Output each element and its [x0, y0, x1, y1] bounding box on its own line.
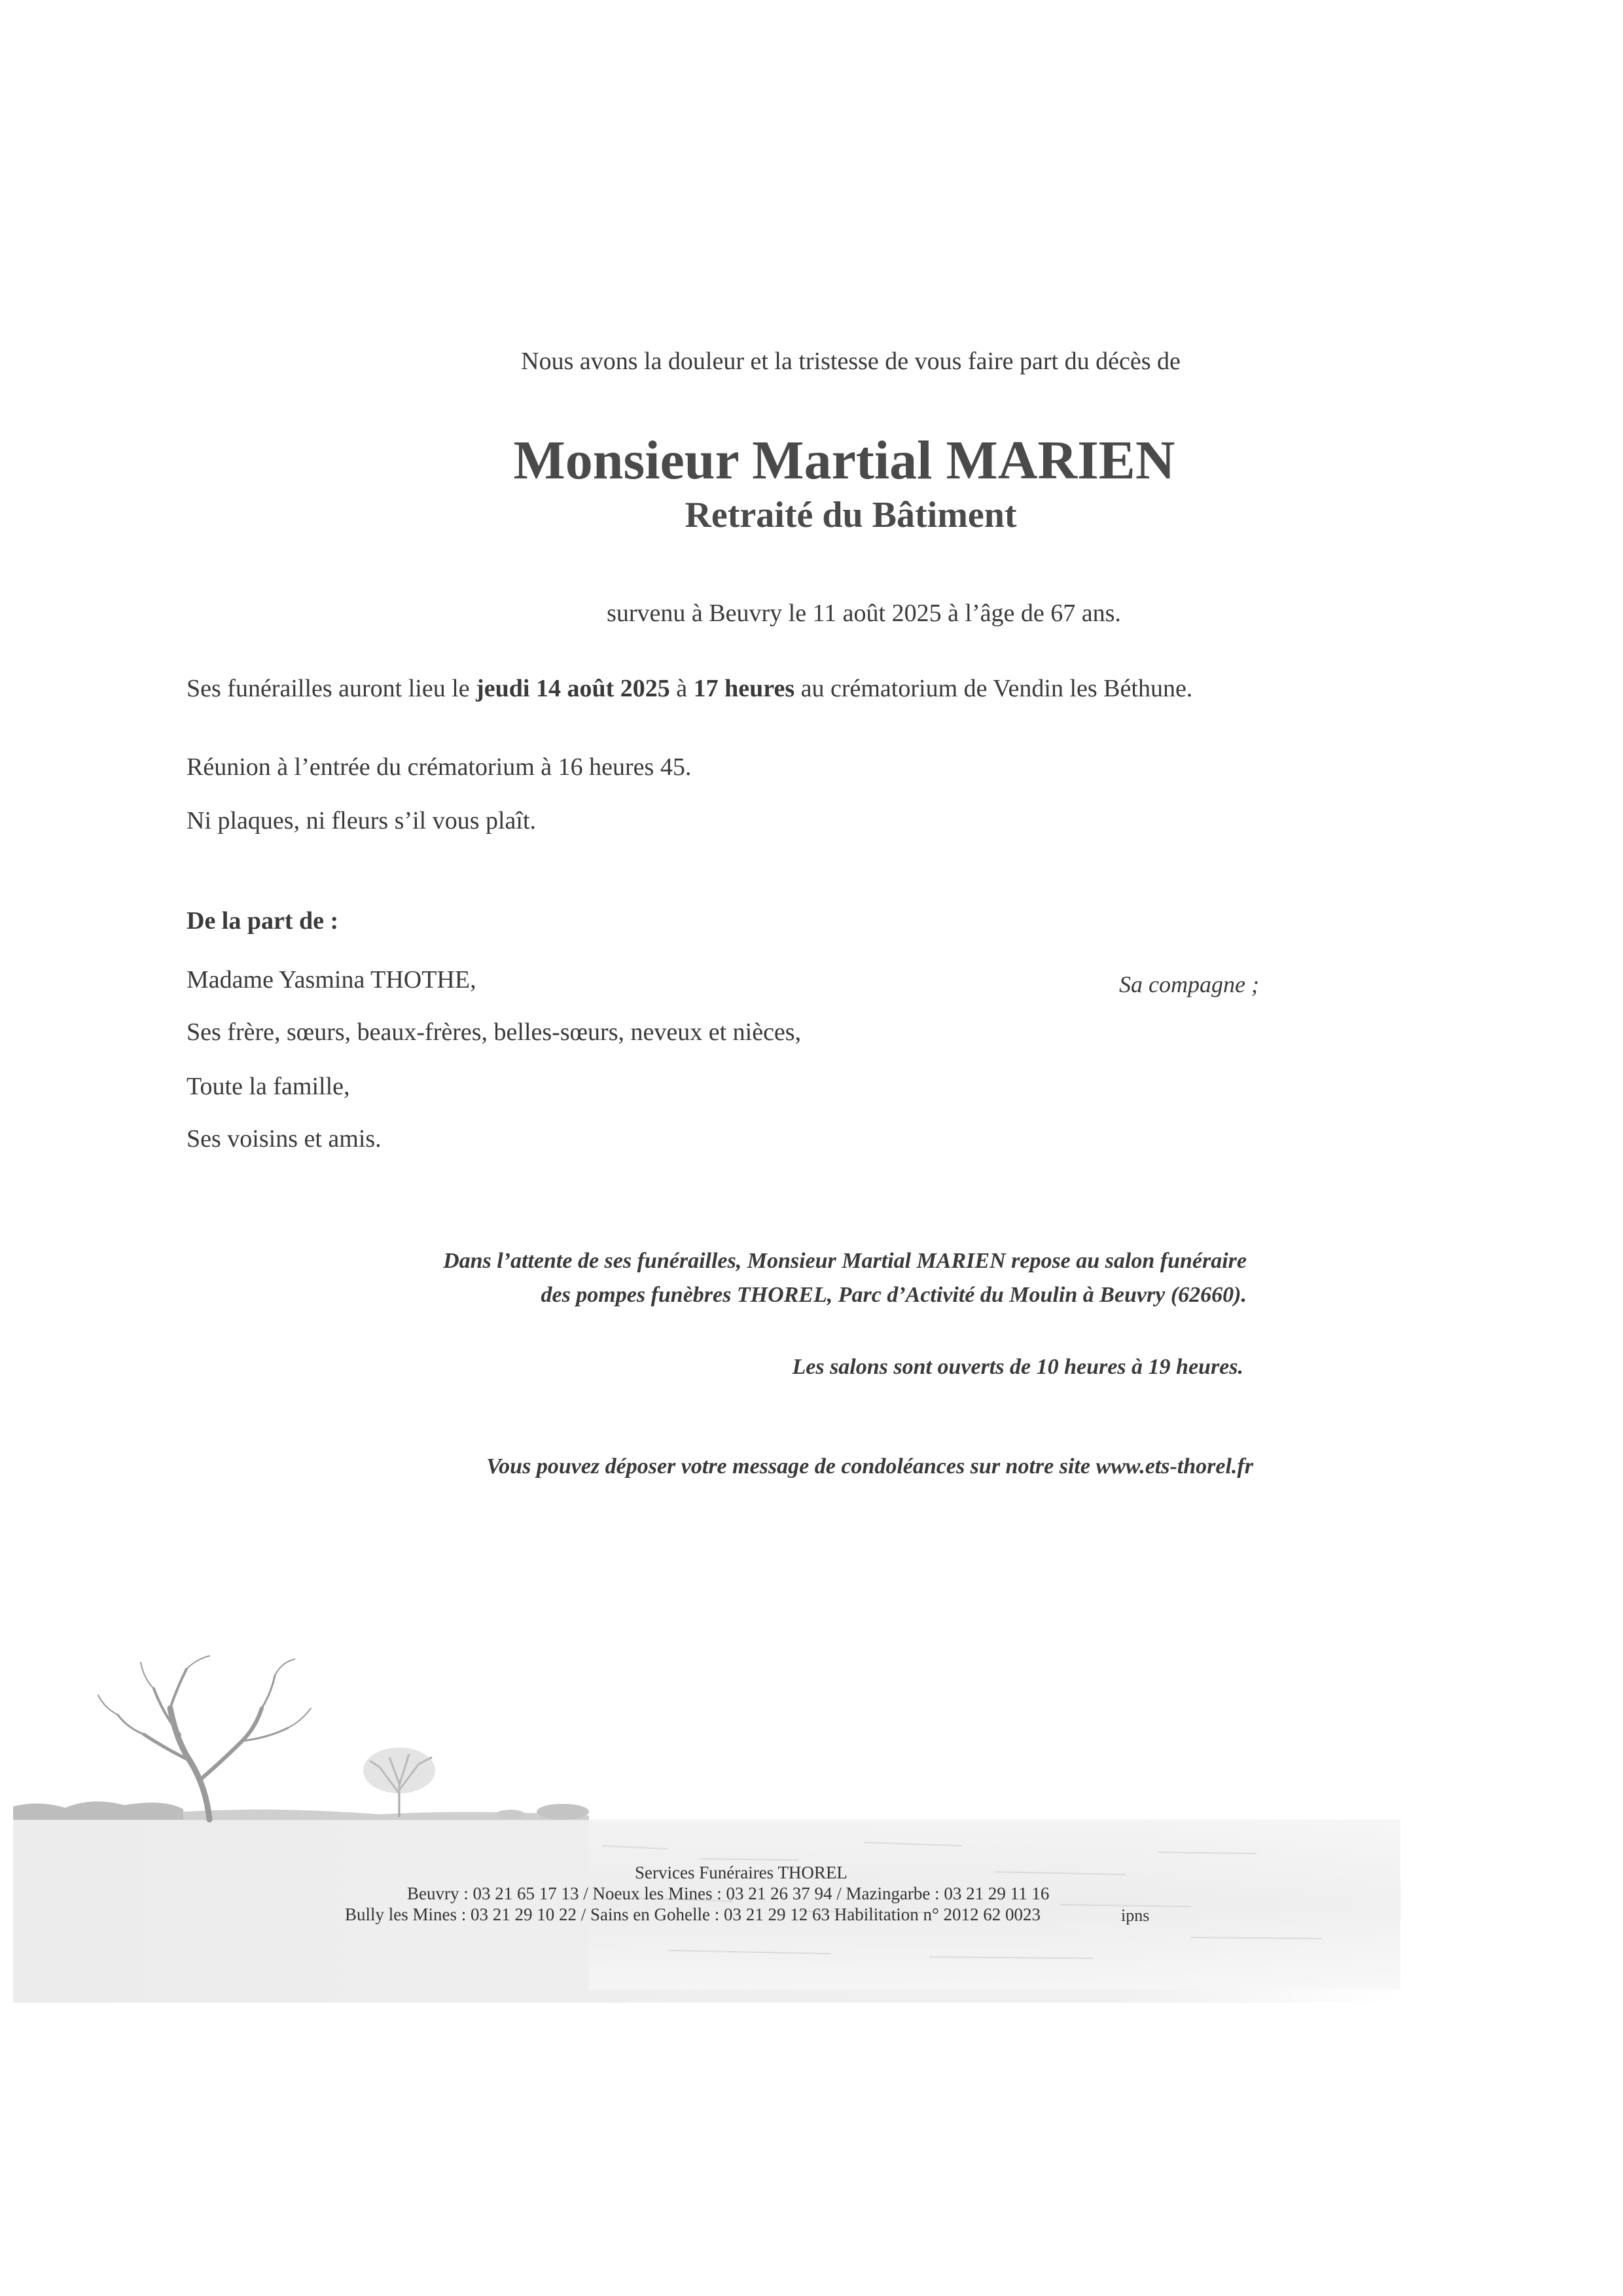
intro-text: Nous avons la douleur et la tristesse de vous faire part du décès de [521, 348, 1181, 375]
family-line: Ses frère, sœurs, beaux-frères, belles-sœurs, neveux et nièces, [187, 1018, 802, 1046]
death-details: survenu à Beuvry le 11 août 2025 à l’âge de 67 ans. [607, 600, 1121, 627]
footer-tag: ipns [1121, 1906, 1150, 1925]
deceased-name: Monsieur Martial MARIEN [513, 430, 1175, 491]
family-line: Toute la famille, [187, 1073, 350, 1100]
from-heading: De la part de : [187, 907, 339, 935]
deceased-title: Retraité du Bâtiment [685, 495, 1017, 535]
reunion-text: Réunion à l’entrée du crématorium à 16 heures 45. [187, 753, 692, 781]
footer-phones-1: Beuvry : 03 21 65 17 13 / Noeux les Mines : 03 21 26 37 94 / Mazingarbe : 03 21 29 11 16 [407, 1884, 1050, 1903]
funeral-middle: à [669, 675, 694, 702]
hours-notice: Les salons sont ouverts de 10 heures à 19 heures. [792, 1355, 1243, 1379]
footer-phones-2: Bully les Mines : 03 21 29 10 22 / Sains en Gohelle : 03 21 29 12 63 Habilitation n° 2012 62 0023 [345, 1905, 1041, 1924]
condolences-notice: Vous pouvez déposer votre message de condoléances sur notre site www.ets-thorel.fr [486, 1454, 1253, 1479]
relation-label: Sa compagne ; [1119, 971, 1259, 997]
rest-notice-line1: Dans l’attente de ses funérailles, Monsieur Martial MARIEN repose au salon funéraire [443, 1249, 1247, 1273]
funeral-time: 17 heures [693, 675, 795, 702]
family-line: Ses voisins et amis. [187, 1125, 382, 1153]
family-line: Madame Yasmina THOTHE, [187, 966, 476, 994]
no-flowers-text: Ni plaques, ni fleurs s’il vous plaît. [187, 807, 537, 834]
footer-company: Services Funéraires THOREL [635, 1863, 847, 1882]
funeral-suffix: au crématorium de Vendin les Béthune. [794, 675, 1193, 702]
winter-landscape-image [13, 1623, 1400, 2016]
funeral-prefix: Ses funérailles auront lieu le [187, 675, 476, 702]
funeral-details [187, 674, 1192, 703]
rest-notice-line2: des pompes funèbres THOREL, Parc d’Activité du Moulin à Beuvry (62660). [541, 1283, 1247, 1307]
funeral-date: jeudi 14 août 2025 [476, 675, 670, 702]
